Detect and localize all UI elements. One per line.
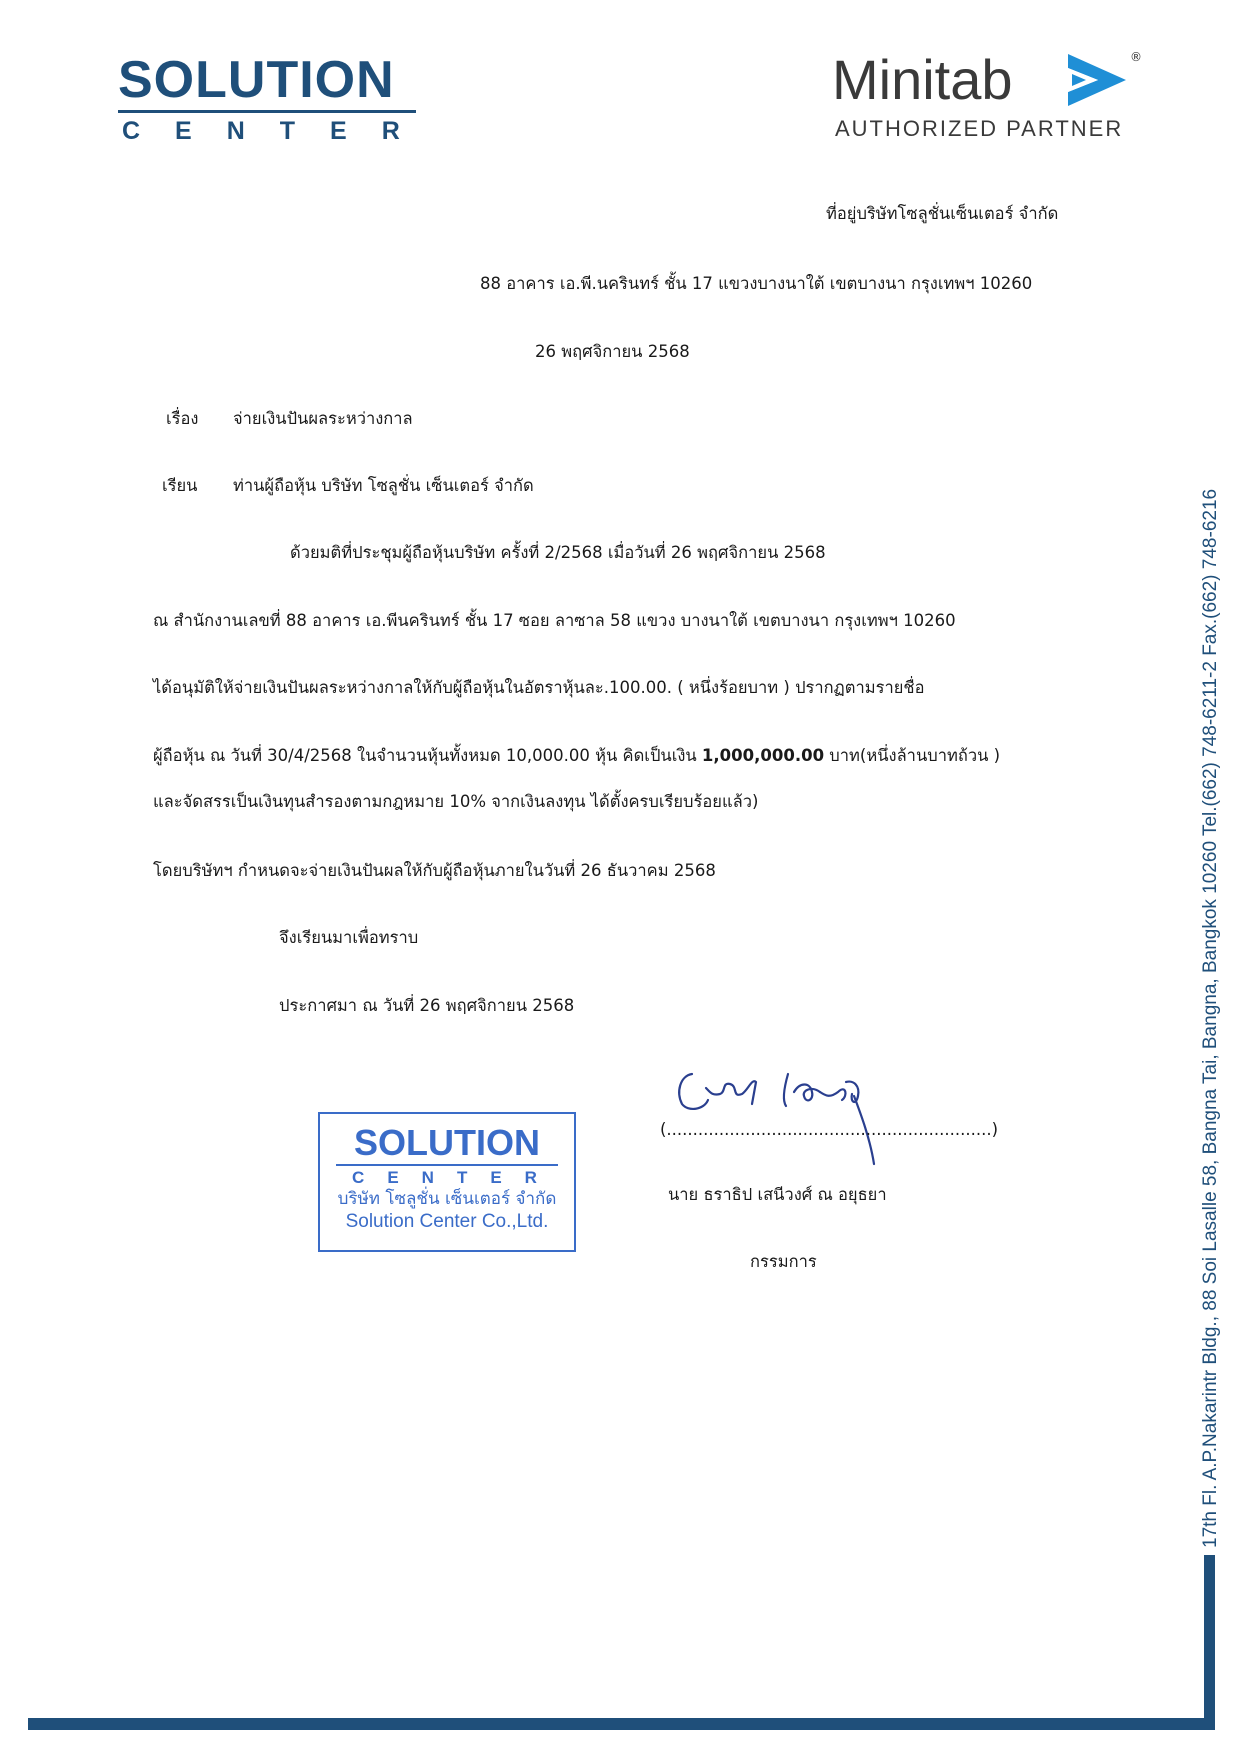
solution-center-logo [118,51,435,146]
minitab-subtitle: AUTHORIZED PARTNER [835,116,1124,141]
logo-center-word: CENTER [122,117,435,145]
registered-mark-icon: ® [1130,50,1142,64]
stamp-english-name: Solution Center Co.,Ltd. [345,1211,549,1232]
paragraph-2: ณ สำนักงานเลขที่ 88 อาคาร เอ.พีนครินทร์ ชั้น 17 ซอย ลาซาล 58 แขวง บางนาใต้ เขตบางนา กรุงเทพฯ 10260 [153,611,956,630]
paragraph-4 [153,743,1000,769]
logo-solution-word: SOLUTION [118,51,395,109]
stamp-solution-word: SOLUTION [354,1122,540,1163]
side-address: 17th Fl. A.P.Nakarintr Bldg., 88 Soi Lasalle 58, Bangna Tai, Bangna, Bangkok 10260 Tel.(662) 748-6211-2 Fax.(662) 748-6216 [1200,488,1221,1548]
signature-dotted-line: (..............................................................) [660,1120,999,1139]
subject-label: เรื่อง [166,409,199,428]
subject-text: จ่ายเงินปันผลระหว่างกาล [233,409,413,428]
stamp-divider [336,1164,558,1166]
stamp-center-word: CENTER [352,1168,560,1187]
to-text: ท่านผู้ถือหุ้น บริษัท โซลูชั่น เซ็นเตอร์ จำกัด [233,476,534,495]
paragraph-6: โดยบริษัทฯ กำหนดจะจ่ายเงินปันผลให้กับผู้ถือหุ้นภายในวันที่ 26 ธันวาคม 2568 [153,861,716,880]
signatory-name: นาย ธราธิป เสนีวงศ์ ณ อยุธยา [668,1185,887,1204]
minitab-wordmark: Minitab [832,48,1013,111]
address-line: 88 อาคาร เอ.พี.นครินทร์ ชั้น 17 แขวงบางนาใต้ เขตบางนา กรุงเทพฯ 10260 [480,274,1033,293]
minitab-arrow-icon [1068,54,1126,106]
to-label: เรียน [162,476,198,495]
minitab-logo [832,50,1152,142]
stamp-thai-name: บริษัท โซลูชั่น เซ็นเตอร์ จำกัด [337,1189,557,1209]
paragraph-5: และจัดสรรเป็นเงินทุนสำรองตามกฎหมาย 10% จากเงินลงทุน ได้ตั้งครบเรียบร้อยแล้ว) [153,792,759,811]
logo-divider [118,110,416,113]
closing-line: จึงเรียนมาเพื่อทราบ [279,928,419,947]
handwritten-signature [660,1052,920,1172]
announce-line: ประกาศมา ณ วันที่ 26 พฤศจิกายน 2568 [279,996,575,1015]
company-line: ที่อยู่บริษัทโซลูชั่นเซ็นเตอร์ จำกัด [826,204,1059,223]
signatory-title: กรรมการ [750,1252,817,1271]
date-line: 26 พฤศจิกายน 2568 [535,342,690,361]
paragraph-4-end: บาท(หนึ่งล้านบาทถ้วน ) [824,746,1001,765]
paragraph-1: ด้วยมติที่ประชุมผู้ถือหุ้นบริษัท ครั้งที่ 2/2568 เมื่อวันที่ 26 พฤศจิกายน 2568 [290,543,826,562]
dividend-amount: 1,000,000.00 [701,746,825,765]
side-bar-accent [1204,1555,1215,1728]
paragraph-4-start: ผู้ถือหุ้น ณ วันที่ 30/4/2568 ในจำนวนหุ้นทั้งหมด 10,000.00 หุ้น คิดเป็นเงิน [153,746,702,765]
bottom-bar-accent [28,1718,1215,1730]
paragraph-3: ได้อนุมัติให้จ่ายเงินปันผลระหว่างกาลให้กับผู้ถือหุ้นในอัตราหุ้นละ.100.00. ( หนึ่งร้อยบาท ) ปรากฏตามรายชื่อ [153,678,925,697]
company-stamp [318,1112,576,1252]
